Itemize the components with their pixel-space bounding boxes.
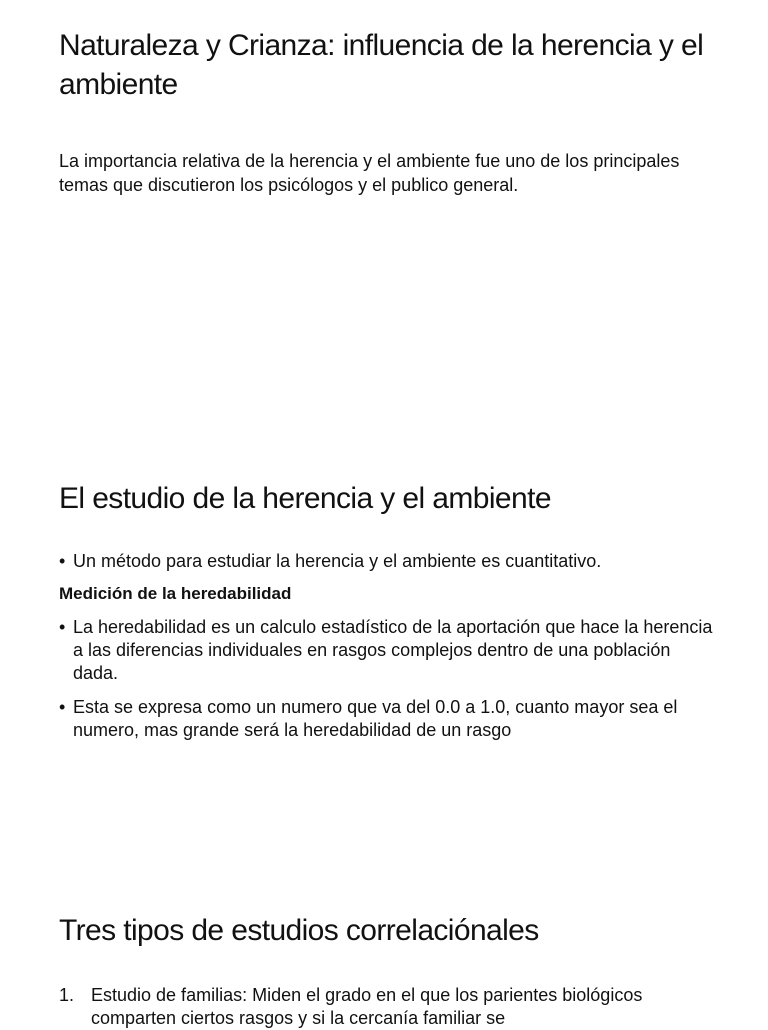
slide-2-subheading: Medición de la heredabilidad [59, 584, 292, 603]
bullet-text: Un método para estudiar la herencia y el ambiente es cuantitativo. [73, 551, 602, 571]
bullet-item [59, 696, 719, 742]
bullet-text: Esta se expresa como un numero que va del 0.0 a 1.0, cuanto mayor sea el numero, mas grande será la heredabilidad de un rasgo [73, 697, 678, 740]
bullet-item [59, 550, 719, 573]
slide-1-title: Naturaleza y Crianza: influencia de la herencia y el ambiente [59, 29, 704, 101]
numbered-list-item [59, 984, 719, 1030]
slide-1-paragraph: La importancia relativa de la herencia y el ambiente fue uno de los principales temas que discutieron los psicólogos y el publico general. [59, 151, 680, 195]
bullet-marker: • [59, 697, 66, 717]
list-number: 1. [59, 985, 75, 1005]
bullet-text: La heredabilidad es un calculo estadístico de la aportación que hace la herencia a las diferencias individuales en rasgos complejos dentro de una población dada. [73, 617, 713, 683]
slide-3-title: Tres tipos de estudios correlaciónales [59, 914, 539, 947]
bullet-marker: • [59, 617, 66, 637]
bullet-marker: • [59, 551, 66, 571]
slide-2-title: El estudio de la herencia y el ambiente [59, 482, 551, 515]
list-item-text: Estudio de familias: Miden el grado en el que los parientes biológicos comparten ciertos rasgos y si la cercanía familiar se [91, 985, 643, 1028]
bullet-item [59, 616, 719, 685]
